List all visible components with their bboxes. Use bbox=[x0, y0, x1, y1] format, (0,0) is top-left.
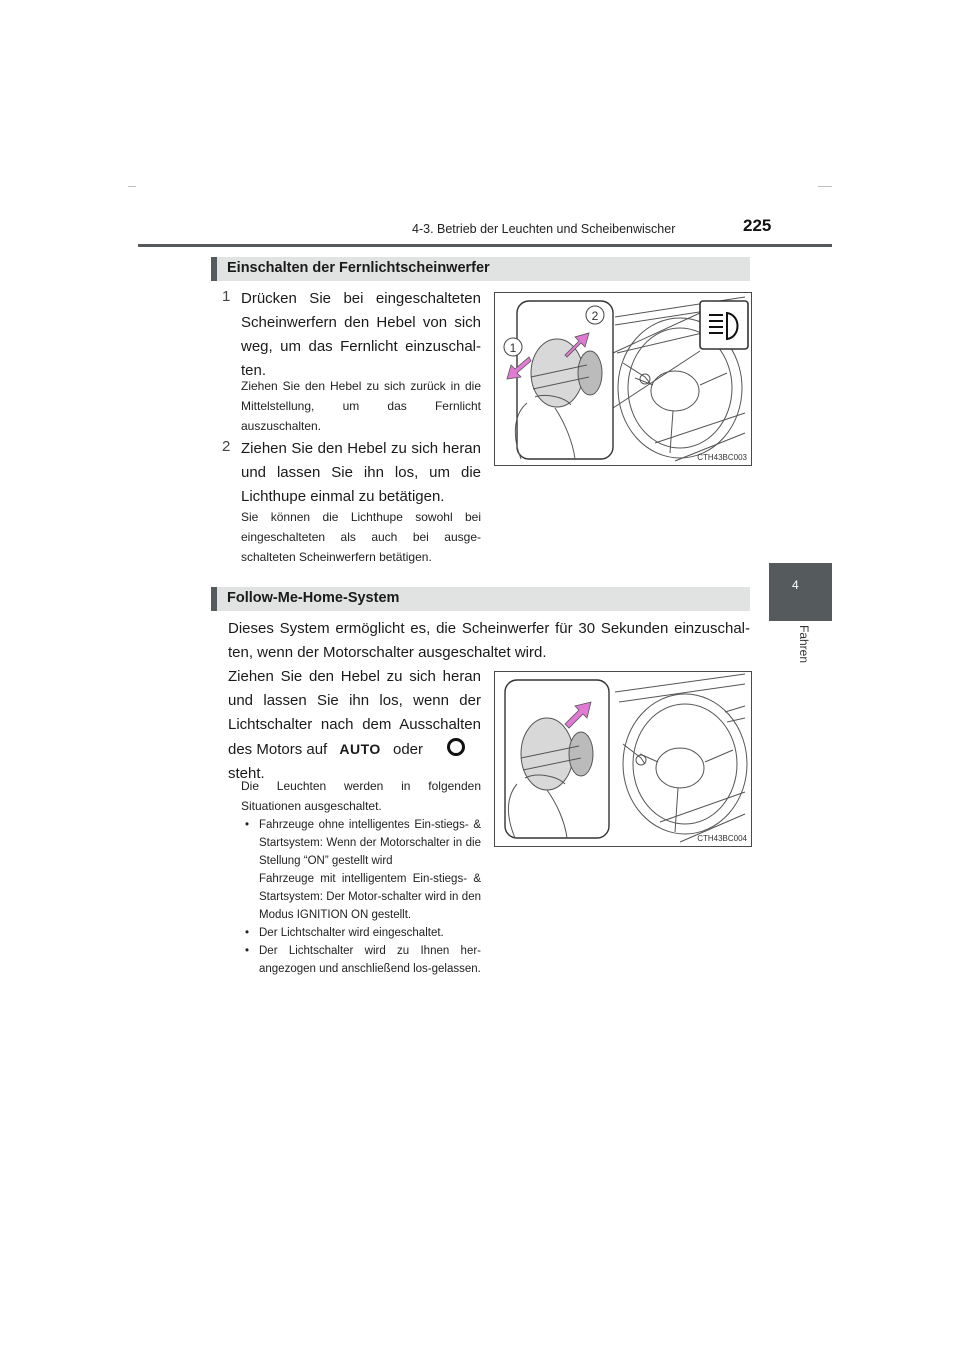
step-number-1: 1 bbox=[222, 288, 231, 305]
auto-symbol: AUTO bbox=[339, 741, 381, 757]
step-2-text: Ziehen Sie den Hebel zu sich heran und lassen Sie ihn los, um die Lichthupe einmal zu betätigen. bbox=[241, 440, 481, 505]
figure-high-beam-lever bbox=[494, 292, 752, 466]
bullet-text-2: Der Lichtschalter wird eingeschaltet. bbox=[259, 927, 444, 939]
chapter-tab bbox=[769, 563, 832, 621]
off-position-icon bbox=[447, 738, 465, 756]
figure-callout-1: 1 bbox=[509, 341, 517, 355]
step-1-note: Ziehen Sie den Hebel zu sich zurück in die Mittelstellung, um das Fernlicht auszuschalten. bbox=[241, 379, 481, 433]
list-item: • Der Lichtschalter wird zu Ihnen her-angezogen und anschließend los-gelassen. bbox=[245, 942, 481, 978]
step-number-2: 2 bbox=[222, 438, 231, 455]
chapter-tab-label: Fahren bbox=[797, 625, 811, 664]
follow-me-home-note: Die Leuchten werden in folgenden Situationen ausgeschaltet. bbox=[241, 779, 481, 813]
crop-mark-left bbox=[128, 186, 136, 187]
section-heading-accent bbox=[211, 587, 217, 611]
figure-code: CTH43BC003 bbox=[697, 453, 747, 462]
section-heading-high-beam bbox=[211, 257, 750, 281]
bullet-text-3: Der Lichtschalter wird zu Ihnen her-angezogen und anschließend los-gelassen. bbox=[259, 945, 481, 975]
figure-illustration bbox=[495, 672, 751, 846]
bullet-text-1: Fahrzeuge ohne intelligentes Ein-stiegs- & Startsystem: Wenn der Motorschalter in die Stellung “ON” gestellt wird Fahrzeuge mit intelligentem Ein-stiegs- & Startsystem: Der Motor-schalter wird in den Modus IGNITION ON gestellt. bbox=[259, 819, 481, 921]
page-number: 225 bbox=[743, 216, 772, 235]
instruction-or: oder bbox=[392, 741, 424, 758]
follow-me-home-bullets bbox=[245, 816, 481, 978]
figure-code: CTH43BC004 bbox=[697, 834, 747, 843]
header-section-title: 4-3. Betrieb der Leuchten und Scheibenwischer bbox=[412, 222, 676, 236]
follow-me-home-intro: Dieses System ermöglicht es, die Scheinwerfer für 30 Sekunden einzuschal-ten, wenn der Motorschalter ausgeschaltet wird. bbox=[228, 620, 750, 661]
figure-callout-2: 2 bbox=[591, 309, 599, 323]
section-heading-label: Einschalten der Fernlichtscheinwerfer bbox=[227, 260, 490, 276]
figure-illustration bbox=[495, 293, 751, 465]
list-item: • Fahrzeuge ohne intelligentes Ein-stiegs- & Startsystem: Wenn der Motorschalter in die Stellung “ON” gestellt wird Fahrzeuge mit intelligentem Ein-stiegs- & Startsystem: Der Motor-schalter wird in den Modus IGNITION ON gestellt. bbox=[245, 816, 481, 924]
instruction-text: Ziehen Sie den Hebel zu sich heran und lassen Sie ihn los, wenn der Lichtschalter nach dem Ausschalten des Motors auf bbox=[228, 668, 481, 758]
step-2-note: Sie können die Lichthupe sowohl bei eingeschalteten als auch bei ausge-schalteten Scheinwerfern betätigen. bbox=[241, 510, 481, 564]
crop-mark-right bbox=[818, 186, 832, 187]
section-heading-label: Follow-Me-Home-System bbox=[227, 590, 400, 606]
header-rule bbox=[138, 244, 832, 247]
step-1-text: Drücken Sie bei eingeschalteten Scheinwerfern den Hebel von sich weg, um das Fernlicht einzuschal-ten. bbox=[241, 290, 481, 379]
instruction-end: steht. bbox=[228, 765, 265, 782]
high-beam-icon bbox=[700, 301, 748, 349]
section-heading-accent bbox=[211, 257, 217, 281]
section-heading-follow-me-home bbox=[211, 587, 750, 611]
figure-follow-me-home-lever bbox=[494, 671, 752, 847]
chapter-tab-number: 4 bbox=[792, 578, 799, 592]
follow-me-home-instruction bbox=[228, 665, 481, 786]
list-item: • Der Lichtschalter wird eingeschaltet. bbox=[245, 924, 481, 942]
